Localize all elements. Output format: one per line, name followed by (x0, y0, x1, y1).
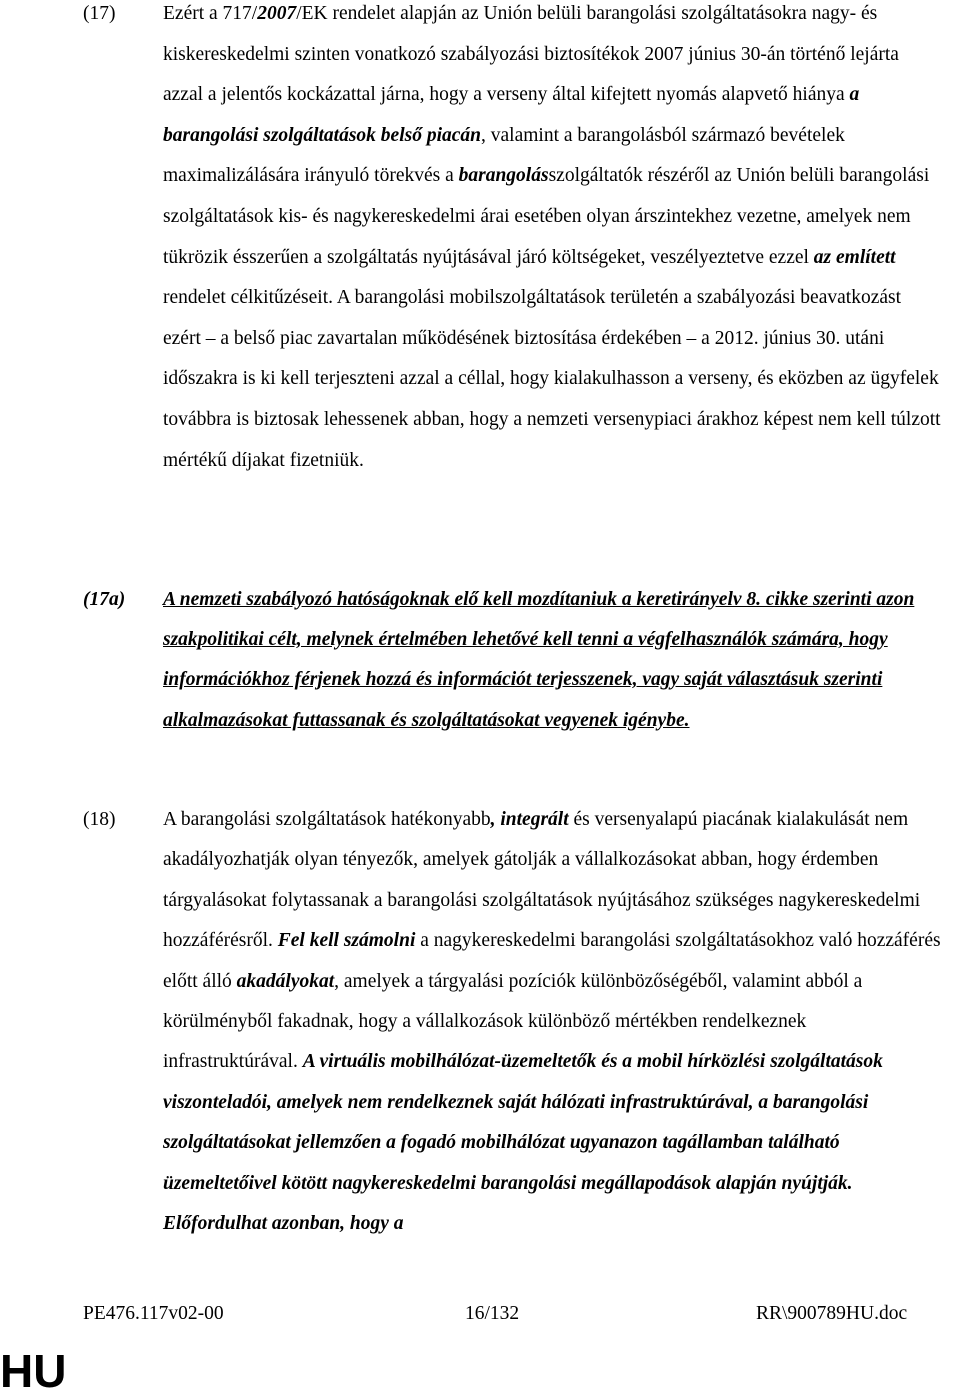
text-segment: szolgáltatók részéről az Unión belüli barangolási szolgáltatások kis- és nagykereskedelmi árai esetében olyan árszintekhez vezetne, amelyek nem tükrözik ésszerűen a szolgáltatás nyújtásával járó költségeket, veszélyeztetve ezzel (163, 165, 930, 268)
text-segment: Ezért a 717/ (163, 3, 258, 24)
text-segment-bold-italic: 2007 (257, 3, 297, 24)
paragraph-body (163, 0, 943, 481)
text-segment: /EK rendelet alapján az Unión belüli barangolási szolgáltatásokra nagy- és kiskereskedelmi szinten vonatkozó szabályozási biztosítékok 2007 június 30-án történő lejárta azzal a jelentős kockázattal járna, hogy a verseny által kifejtett nyomás alapvető hiánya (163, 3, 899, 106)
page-number: 16/132 (465, 1303, 520, 1324)
text-segment: és versenyalapú piacának kialakulását nem akadályozhatják olyan tényezők, amelyek gátolják a vállalkozásokat abban, hogy érdemben tárgyalásokat folytassanak a barangolási szolgáltatások nyújtásához szükséges nagykereskedelmi hozzáférésről. (163, 809, 921, 952)
text-segment: a nagykereskedelmi barangolási szolgáltatásokhoz való hozzáférés előtt álló (163, 930, 941, 992)
text-segment: A barangolási szolgáltatások hatékonyabb (163, 809, 491, 830)
text-segment: , valamint a barangolásból származó bevételek maximalizálására irányuló törekvés a (163, 124, 845, 187)
text-segment-bold-italic: barangolás (458, 165, 549, 187)
paragraph-body (163, 800, 943, 1244)
paragraph-number: (17a) (83, 589, 126, 610)
text-segment-bold-italic: az említett (813, 246, 896, 268)
language-tag: HU (0, 1345, 67, 1397)
document-reference: PE476.117v02-00 (83, 1303, 224, 1324)
text-segment-bold-italic: Fel kell számolni (277, 930, 416, 952)
text-segment-bold-italic: akadályokat (236, 970, 335, 992)
text-segment-bold-italic: , integrált (490, 809, 569, 830)
text-segment: rendelet célkitűzéseit. A barangolási mobilszolgáltatások területén a szabályozási beavatkozást ezért – a belső piac zavartalan működésének biztosítása érdekében – a 2012. június 30. utáni időszakra is ki kell terjeszteni azzal a céllal, hogy kialakulhasson a verseny, és eközben az ügyfelek továbbra is biztosak lehessenek abban, hogy a nemzeti versenypiaci árakhoz képest nem kell túlzott mértékű díjakat fizetniük. (163, 287, 941, 471)
text-segment: , amelyek a tárgyalási pozíciók különbözőségéből, valamint abból a körülményből fakadnak, hogy a vállalkozások különböző mértékben rendelkeznek infrastruktúrával. (163, 970, 863, 1073)
text-segment-bold-italic: A virtuális mobilhálózat-üzemeltetők és a mobil hírközlési szolgáltatások viszonteladói, amelyek nem rendelkeznek saját hálózati infrastruktúrával, a barangolási szolgáltatásokat jellemzően a fogadó mobilhálózat ugyanazon tagállamban található üzemeltetőivel kötött nagykereskedelmi barangolási megállapodások alapján nyújtják. Előfordulhat azonban, hogy a (163, 1051, 883, 1235)
file-name: RR\900789HU.doc (756, 1303, 908, 1324)
paragraph-number: (17) (83, 3, 116, 24)
text-segment-bold-italic-underline: A nemzeti szabályozó hatóságoknak elő kell mozdítaniuk a keretirányelv 8. cikke szerinti azon szakpolitikai célt, melynek értelmében lehetővé kell tenni a végfelhasználók számára, hogy információkhoz férjenek hozzá és információt terjesszenek, vagy saját választásuk szerinti alkalmazásokat futtassanak és szolgáltatásokat vegyenek igénybe. (163, 589, 915, 731)
paragraph-number: (18) (83, 809, 116, 830)
paragraph-body (163, 580, 943, 741)
text-segment-bold-italic: a barangolási szolgáltatások belső piacán (163, 84, 860, 146)
